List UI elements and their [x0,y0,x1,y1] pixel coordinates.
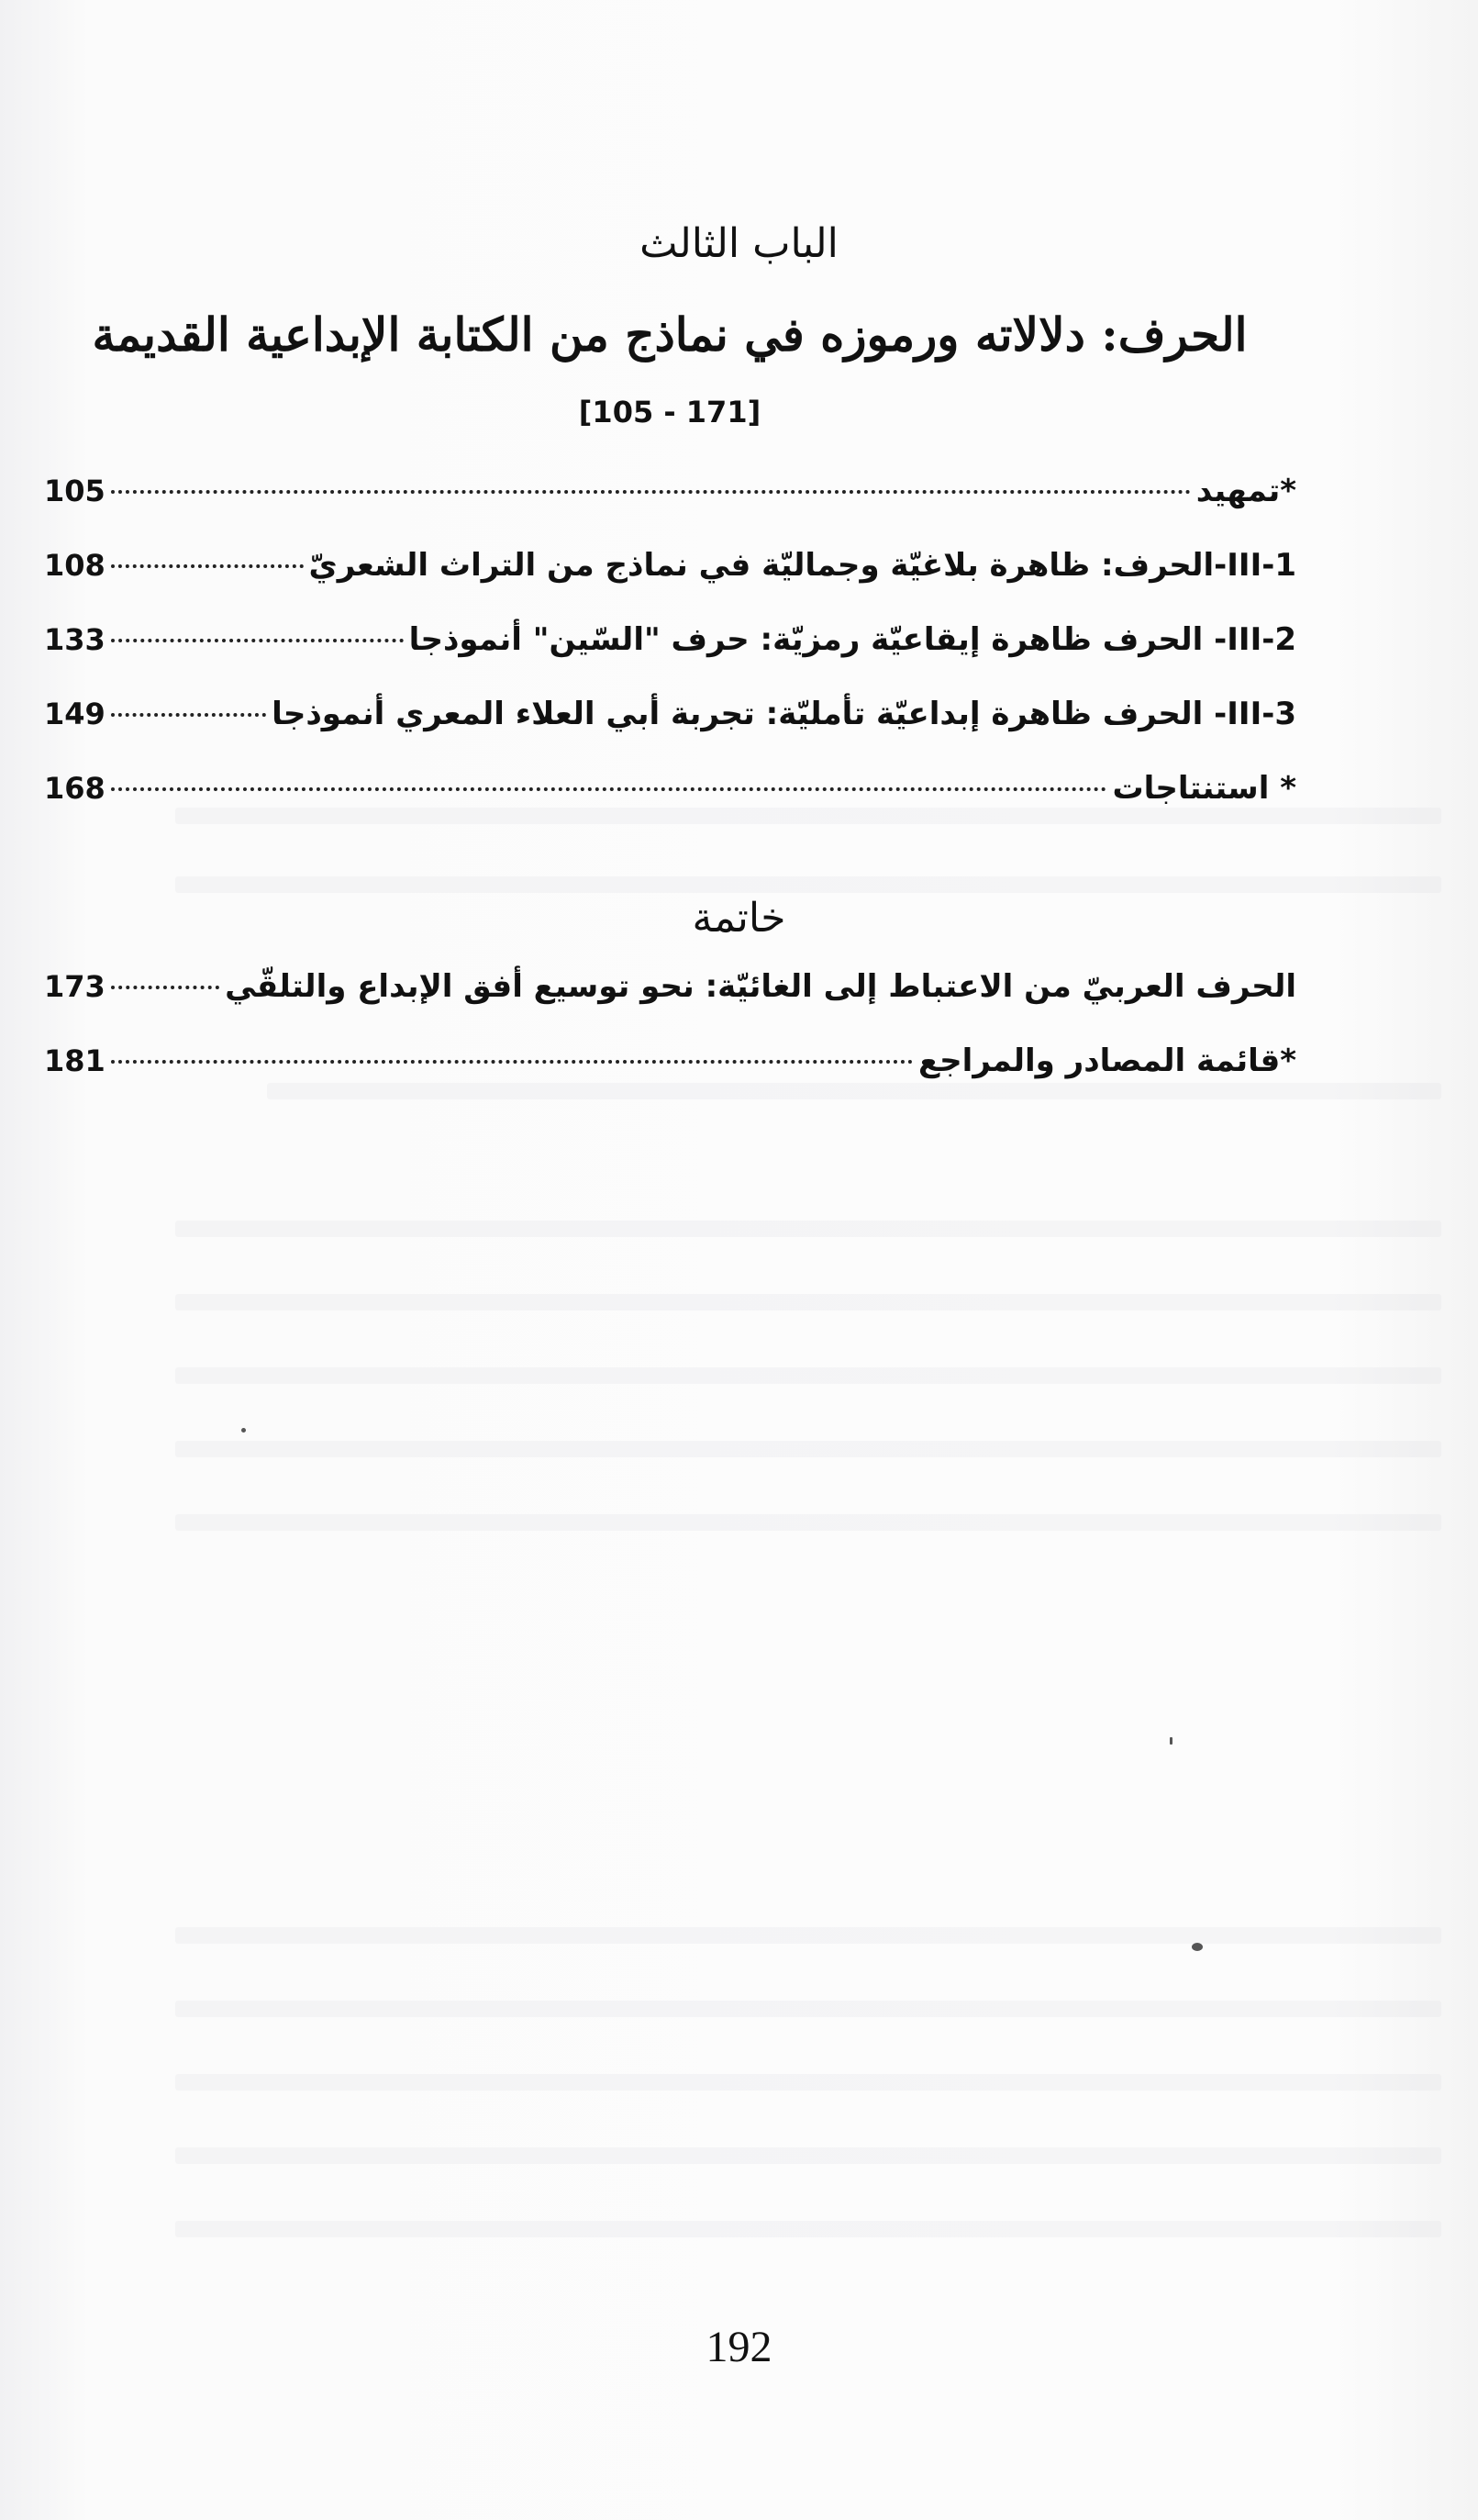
part-page-range: [105 - 171] [578,395,761,429]
show-through [175,1441,1441,1457]
scan-speck [241,1428,246,1433]
show-through [175,1367,1441,1384]
toc-entry[interactable] [44,621,1296,676]
dot-leader [111,986,219,989]
toc-entry-title: III-1-الحرف: ظاهرة بلاغيّة وجماليّة في نماذج من التراث الشعريّ [308,547,1296,584]
toc-entry-page: 168 [44,771,106,806]
show-through [175,1927,1441,1944]
part-title: الباب الثالث [639,220,839,267]
toc-entry[interactable] [44,1043,1296,1098]
scan-speck [1192,1943,1203,1951]
page-number: 192 [706,2323,772,2371]
toc-entry-title: III-3- الحرف ظاهرة إبداعيّة تأمليّة: تجربة أبي العلاء المعري أنموذجا [272,696,1296,732]
dot-leader [111,1060,913,1064]
show-through [175,2221,1441,2237]
show-through [175,2147,1441,2164]
dot-leader [111,787,1107,791]
toc-entry-title: الحرف العربيّ من الاعتباط إلى الغائيّة: نحو توسيع أفق الإبداع والتلقّي [225,968,1296,1005]
show-through [175,2074,1441,2091]
show-through [175,1221,1441,1237]
toc-entry-page: 108 [44,548,106,583]
toc-entry-page: 149 [44,697,106,731]
toc-entry[interactable] [44,473,1296,528]
part-subtitle: الحرف: دلالاته ورموزه في نماذج من الكتابة الإبداعية القديمة [92,307,1248,362]
toc-entry-title: *تمهيد [1195,473,1296,509]
toc-entry[interactable] [44,547,1296,602]
show-through [175,1294,1441,1310]
toc-entry-title: * استنتاجات [1112,770,1296,807]
toc-entry-page: 133 [44,622,106,657]
dot-leader [111,639,404,642]
toc-entry-page: 181 [44,1043,106,1078]
toc-entry[interactable] [44,770,1296,825]
toc-entry-page: 105 [44,474,106,508]
dot-leader [111,713,266,717]
scan-speck [1170,1737,1172,1745]
toc-entry[interactable] [44,696,1296,751]
toc-entry-title: *قائمة المصادر والمراجع [917,1043,1296,1079]
toc-entry[interactable] [44,968,1296,1023]
conclusion-title: خاتمة [692,895,786,942]
show-through [175,1514,1441,1531]
dot-leader [111,490,1191,494]
toc-entry-page: 173 [44,969,106,1004]
show-through [175,876,1441,893]
dot-leader [111,564,304,568]
toc-entry-title: III-2- الحرف ظاهرة إيقاعيّة رمزيّة: حرف "السّين" أنموذجا [408,621,1296,658]
show-through [175,2001,1441,2017]
